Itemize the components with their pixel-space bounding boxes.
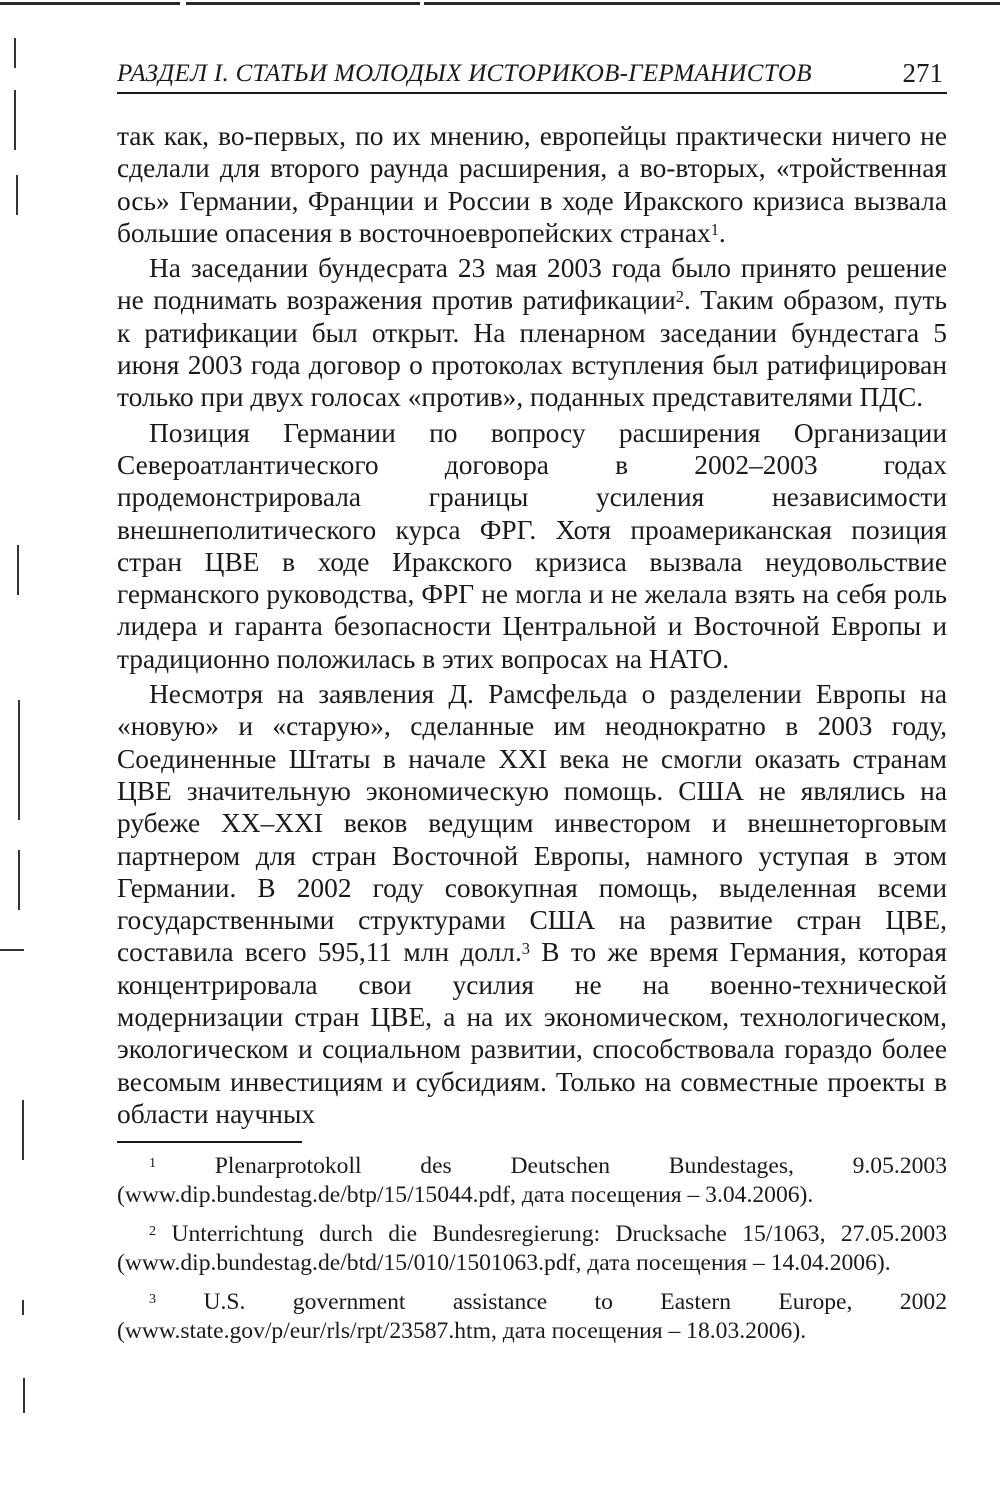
scan-margin-mark — [16, 175, 18, 215]
footnote: $^3$ U.S. government assistance to Eastern Europe, 2002 (www.state.gov/p/eur/rls/rpt/23587.htm, дата посещения – 18.03.2006). — [117, 1289, 947, 1344]
paragraph: Несмотря на заявления Д. Рамсфельда о разделении Европы на «новую» и «старую», сделанные им неоднократно в 2003 году, Соединенные Штаты в начале XXI века не смогли оказать странам ЦВЕ значительную экономическую помощь. США не являлись на рубеже XX–XXI веков ведущим инвестором и внешнеторговым партнером для стран Восточной Европы, намного уступая в этом Германии. В 2002 году совокупная помощь, выделенная всеми государственными структурами США на развитие стран ЦВЕ, составила всего 595,11 млн долл.$^3$ В то же время Германия, которая концентрировала свои усилия не на военно-технической модернизации стран ЦВЕ, а на их экономическом, технологическом, экологическом и социальном развитии, способствовала гораздо более весомым инвестициям и субсидиям. Только на совместные проекты в области научных — [117, 679, 947, 1129]
footnote: $^1$ Plenarprotokoll des Deutschen Bundestages, 9.05.2003 (www.dip.bundestag.de/btp/15/15044.pdf, дата посещения – 3.04.2006). — [117, 1153, 947, 1208]
main-text — [117, 120, 947, 1130]
scan-margin-mark — [18, 850, 20, 910]
footnote-separator — [117, 1141, 302, 1143]
footnote: $^2$ Unterrichtung durch die Bundesregierung: Drucksache 15/1063, 27.05.2003 (www.dip.bundestag.de/btd/15/010/1501063.pdf, дата посещения – 14.04.2006). — [117, 1221, 948, 1276]
scan-margin-line — [0, 949, 24, 951]
footnotes — [117, 1152, 947, 1356]
footnote-mark: 3 — [149, 1290, 157, 1307]
footnote-ref: 3 — [521, 939, 531, 959]
scan-margin-mark — [14, 90, 16, 150]
footnote-mark: 1 — [149, 1154, 157, 1171]
scan-margin-mark — [14, 38, 16, 68]
scan-margin-mark — [22, 1300, 24, 1315]
paragraph: Позиция Германии по вопросу расширения Организации Североатлантического договора в 2002–2003 годах продемонстрировала границы усиления независимости внешнеполитического курса ФРГ. Хотя проамериканская позиция стран ЦВЕ в ходе Иракского кризиса вызвала неудовольствие германского руководства, ФРГ не могла и не желала взять на себя роль лидера и гаранта безопасности Центральной и Восточной Европы и традиционно положилась в этих вопросах на НАТО. — [117, 417, 947, 674]
scan-margin-mark — [23, 1378, 25, 1413]
top-border-rule — [0, 2, 1000, 5]
scan-margin-mark — [22, 1100, 24, 1160]
page-number: 271 — [902, 58, 943, 88]
footnote-mark: 2 — [149, 1222, 157, 1239]
footnote-ref: 2 — [675, 287, 684, 307]
paragraph: так как, во-первых, по их мнению, европейцы практически ничего не сделали для второго раунда расширения, а во-вторых, «тройственная ось» Германии, Франции и России в ходе Иракского кризиса вызвала большие опасения в восточноевропейских странах$^1$. — [117, 121, 947, 248]
paragraph: На заседании бундесрата 23 мая 2003 года было принято решение не поднимать возражения против ратификации$^2$. Таким образом, путь к ратификации был открыт. На пленарном заседании бундестага 5 июня 2003 года договор о протоколах вступления был ратифицирован только при двух голосах «против», поданных представителями ПДС. — [117, 253, 947, 413]
scan-margin-mark — [17, 545, 19, 595]
scan-margin-mark — [18, 700, 20, 820]
running-header — [117, 56, 947, 94]
section-title: РАЗДЕЛ I. СТАТЬИ МОЛОДЫХ ИСТОРИКОВ-ГЕРМАНИСТОВ — [117, 60, 812, 87]
footnote-ref: 1 — [710, 219, 719, 239]
